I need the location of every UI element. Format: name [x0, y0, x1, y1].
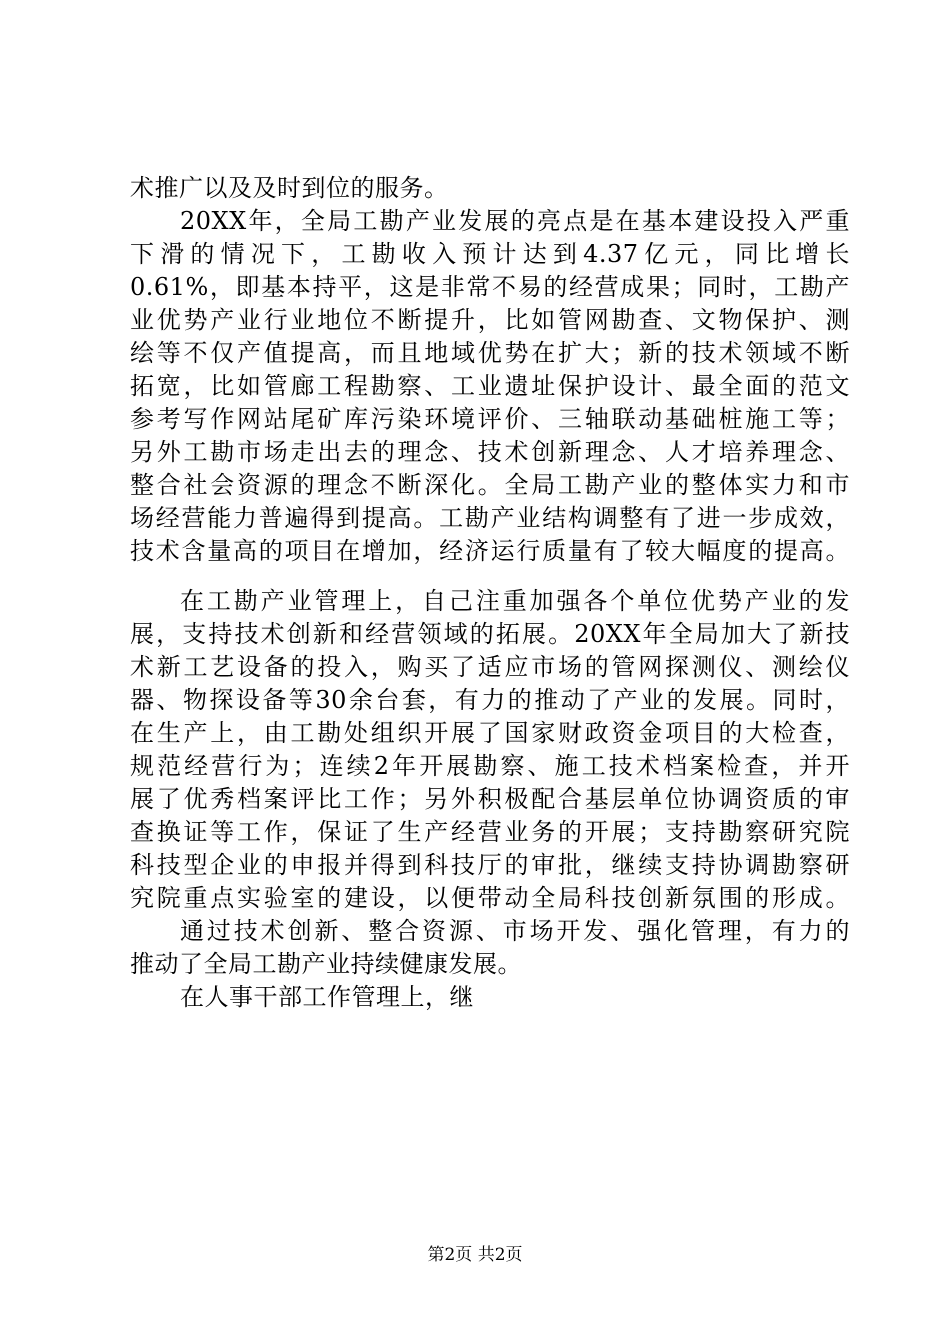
text-line: 科技型企业的申报并得到科技厅的审批，继续支持协调勘察研: [130, 851, 850, 879]
text-line: 术新工艺设备的投入，购买了适应市场的管网探测仪、测绘仪: [130, 653, 850, 681]
text-line: 参考写作网站尾矿库污染环境评价、三轴联动基础桩施工等；: [130, 405, 850, 433]
text-line: 整合社会资源的理念不断深化。全局工勘产业的整体实力和市: [130, 471, 850, 499]
text-line: 术推广以及及时到位的服务。: [130, 174, 449, 202]
text-line: 在工勘产业管理上，自己注重加强各个单位优势产业的发: [180, 587, 850, 615]
text-line: 业优势产业行业地位不断提升，比如管网勘查、文物保护、测: [130, 306, 850, 334]
page-number-footer: 第2页 共2页: [427, 1245, 523, 1265]
text-line: 下滑的情况下，工勘收入预计达到4.37亿元，同比增长: [130, 240, 850, 268]
text-line: 另外工勘市场走出去的理念、技术创新理念、人才培养理念、: [130, 438, 850, 466]
text-line: 究院重点实验室的建设，以便带动全局科技创新氛围的形成。: [130, 884, 850, 912]
text-line: 规范经营行为；连续2年开展勘察、施工技术档案检查，并开: [130, 752, 850, 780]
text-line: 0.61%，即基本持平，这是非常不易的经营成果；同时，工勘产: [130, 273, 850, 301]
text-line: 绘等不仅产值提高，而且地域优势在扩大；新的技术领域不断: [130, 339, 850, 367]
text-line: 在人事干部工作管理上，继: [180, 983, 474, 1011]
text-line: 在生产上，由工勘处组织开展了国家财政资金项目的大检查，: [130, 719, 850, 747]
text-line: 展了优秀档案评比工作；另外积极配合基层单位协调资质的审: [130, 785, 850, 813]
text-line: 推动了全局工勘产业持续健康发展。: [130, 950, 522, 978]
text-line: 通过技术创新、整合资源、市场开发、强化管理，有力的: [180, 917, 850, 945]
text-line: 技术含量高的项目在增加，经济运行质量有了较大幅度的提高。: [130, 537, 850, 565]
text-line: 器、物探设备等30余台套，有力的推动了产业的发展。同时，: [130, 686, 850, 714]
text-line: 场经营能力普遍得到提高。工勘产业结构调整有了进一步成效，: [130, 504, 850, 532]
text-line: 拓宽，比如管廊工程勘察、工业遗址保护设计、最全面的范文: [130, 372, 850, 400]
text-line: 展，支持技术创新和经营领域的拓展。20XX年全局加大了新技: [130, 620, 850, 648]
text-line: 查换证等工作，保证了生产经营业务的开展；支持勘察研究院: [130, 818, 850, 846]
text-line: 20XX年，全局工勘产业发展的亮点是在基本建设投入严重: [180, 207, 850, 235]
